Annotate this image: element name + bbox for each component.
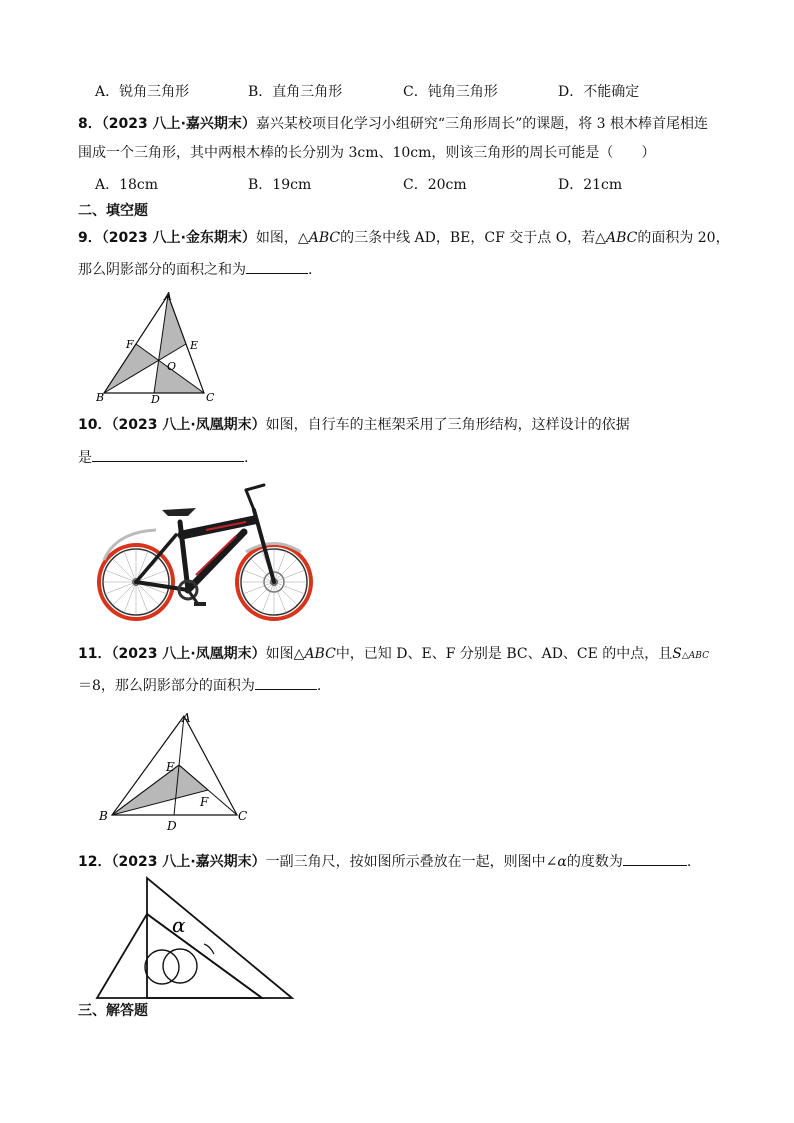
- q10-period: .: [244, 450, 249, 466]
- q12-answer-blank[interactable]: [623, 851, 687, 866]
- q11-s: S: [672, 646, 682, 662]
- q11-source: （2023 八上·凤凰期末）: [111, 646, 266, 662]
- q11-line1: [78, 644, 709, 666]
- q12-text1b: 的度数为: [566, 854, 623, 870]
- q7-option-b: B．直角三角形: [248, 84, 343, 100]
- q12-source: （2023 八上·嘉兴期末）: [111, 854, 266, 870]
- q9-line1: [78, 228, 730, 248]
- q11-answer-blank[interactable]: [255, 675, 317, 690]
- q11-period: .: [316, 678, 322, 694]
- q8-line1: [78, 114, 708, 134]
- q11-shade: [112, 765, 208, 815]
- q9-text1b: 的三条中线 AD，BE，CF 交于点 O，若△: [340, 230, 606, 246]
- q7-option-c: C．钝角三角形: [403, 84, 498, 100]
- q8-source: （2023 八上·嘉兴期末）: [101, 116, 256, 132]
- q11-text1b: 中，已知 D、E、F 分别是 BC、AD、CE 的中点，且: [335, 646, 673, 662]
- q9-period: .: [308, 262, 313, 278]
- q12-set-square-30: [147, 878, 292, 998]
- q9-label-d: D: [151, 393, 160, 405]
- q9-abc-2: ABC: [605, 230, 638, 246]
- q10-line1: [78, 415, 630, 435]
- q9-line2: [78, 259, 312, 280]
- q9-figure: [96, 290, 221, 405]
- q11-label-d: D: [167, 819, 177, 833]
- q9-text1a: 如图，△: [255, 230, 309, 246]
- q12-alpha: α: [557, 854, 567, 870]
- q11-label-e: E: [166, 760, 175, 774]
- q7-option-a: A．锐角三角形: [95, 84, 190, 100]
- bicycle-image: [96, 480, 318, 625]
- q9-label-e: E: [190, 339, 199, 352]
- q8-option-d: D．21cm: [558, 177, 623, 193]
- q12-text1a: 一副三角尺，按如图所示叠放在一起，则图中∠: [265, 854, 558, 870]
- q8-text1: 嘉兴某校项目化学习小组研究“三角形周长”的课题，将 3 根木棒首尾相连: [255, 116, 709, 132]
- q10-text1: 如图，自行车的主框架采用了三角形结构，这样设计的依据: [265, 417, 630, 433]
- q8-number: 8．: [78, 116, 102, 132]
- q10-source: （2023 八上·凤凰期末）: [111, 417, 266, 433]
- q11-text1a: 如图△: [265, 646, 305, 662]
- q11-label-c: C: [238, 809, 248, 823]
- q12-figure: [92, 874, 297, 1002]
- q12-number: 12．: [78, 854, 112, 870]
- q11-label-a: A: [182, 711, 191, 725]
- section2-title: 二、填空题: [78, 203, 148, 219]
- q9-answer-blank[interactable]: [246, 259, 308, 274]
- q7-option-d: D．不能确定: [558, 84, 640, 100]
- q9-source: （2023 八上·金东期末）: [101, 230, 256, 246]
- q12-angle-arc: [204, 944, 214, 954]
- q10-line2: [78, 447, 248, 468]
- q11-figure: [96, 708, 251, 833]
- q10-answer-blank[interactable]: [92, 447, 244, 462]
- q12-hole-1: [145, 950, 179, 984]
- q12-label-alpha: α: [172, 913, 186, 937]
- q9-label-a: A: [164, 290, 172, 303]
- q9-label-f: F: [126, 338, 134, 351]
- q8-option-a: A．18cm: [95, 177, 159, 193]
- section3-title: 三、解答题: [78, 1003, 148, 1019]
- q8-line2: 围成一个三角形，其中两根木棒的长分别为 3cm、10cm，则该三角形的周长可能是（ ）: [78, 145, 656, 161]
- q10-text2: 是: [78, 450, 92, 466]
- q12-line1: [78, 851, 691, 872]
- q11-label-b: B: [99, 809, 108, 823]
- q11-text2: ＝8，那么阴影部分的面积为: [78, 678, 255, 694]
- q9-number: 9．: [78, 230, 102, 246]
- q9-text1c: 的面积为 20，: [637, 230, 730, 246]
- q8-option-b: B．19cm: [248, 177, 312, 193]
- q9-label-c: C: [206, 391, 215, 404]
- q11-abc: ABC: [304, 646, 336, 662]
- q11-s-sub: △ABC: [681, 651, 709, 661]
- q11-line2: [78, 675, 321, 696]
- q11-number: 11．: [78, 646, 112, 662]
- q12-period: .: [686, 854, 692, 870]
- q9-label-b: B: [96, 391, 105, 404]
- q11-label-f: F: [200, 795, 209, 809]
- bike-seat: [162, 508, 196, 516]
- q10-number: 10．: [78, 417, 112, 433]
- q9-text2: 那么阴影部分的面积之和为: [78, 262, 246, 278]
- q12-hole-2: [163, 949, 197, 983]
- q9-label-o: O: [167, 360, 177, 373]
- q8-option-c: C．20cm: [403, 177, 467, 193]
- q9-abc-1: ABC: [308, 230, 341, 246]
